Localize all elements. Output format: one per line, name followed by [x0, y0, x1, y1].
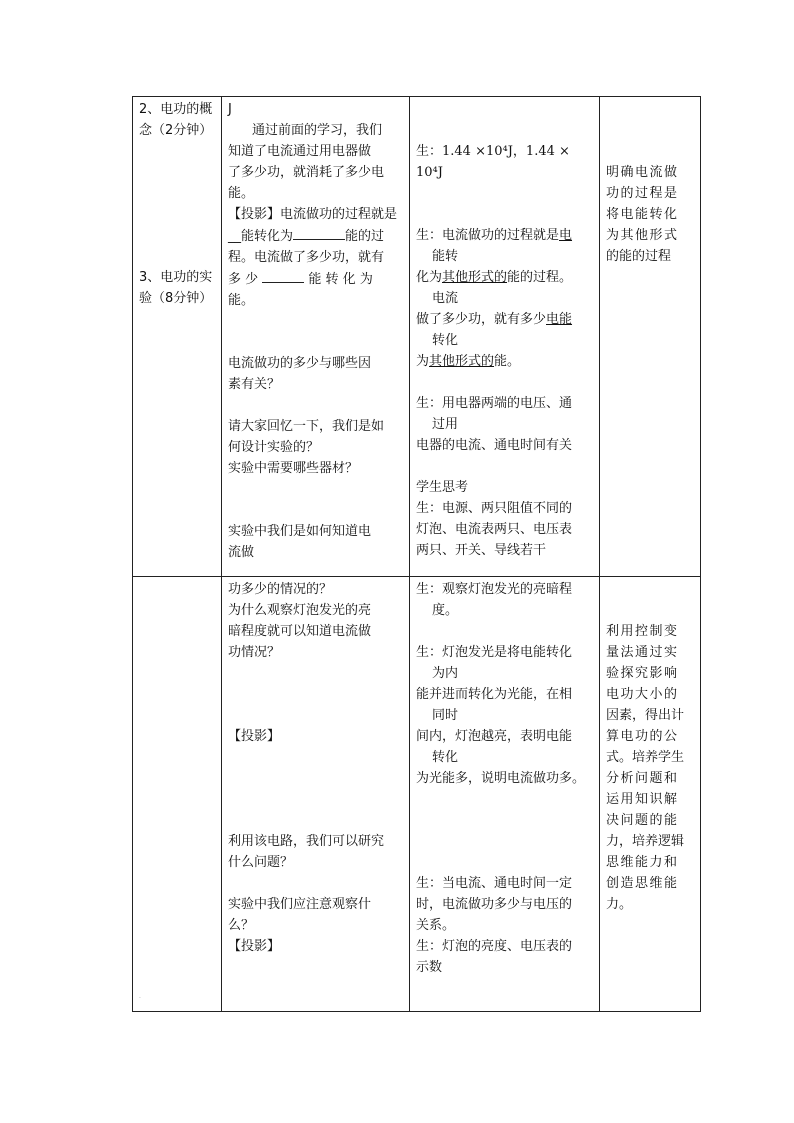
question-line: 实验中我们应注意观察什 [228, 897, 372, 912]
question-line: 实验中我们是如何知道电 [228, 524, 372, 539]
goal-line: 式。培养学生 [606, 750, 685, 765]
question-line: 实验中需要哪些器材？ [228, 461, 359, 476]
answer-line: 电器的电流、通电时间有关 [416, 438, 573, 453]
goal-line: 利用控制变 [606, 624, 679, 639]
design-intent-cell [600, 577, 701, 1012]
answer-line: 度。 [432, 603, 459, 618]
goal-line: 力。 [606, 897, 633, 912]
teacher-activity-cell [222, 97, 410, 577]
answer-line: 生：灯泡发光是将电能转化 [416, 645, 573, 660]
goal-line: 明确电流做 [606, 165, 679, 180]
question-line: 利用该电路，我们可以研究 [228, 834, 385, 849]
answer-line: 能转 [432, 249, 459, 264]
answer-line: 学生思考 [416, 480, 469, 495]
projection-prompt: 【投影】电流做功的过程就是 [228, 207, 398, 222]
goal-line: 验探究影响 [606, 666, 679, 681]
answer-line: 为光能多，说明电流做功多。 [416, 771, 586, 786]
answer-line: 生：电源、两只阻值不同的 [416, 501, 573, 516]
stage-electric-work-concept: 2、电功的概念（2分钟） [139, 102, 213, 138]
answer-line: 关系。 [416, 918, 456, 933]
student-activity-cell [410, 577, 600, 1012]
goal-line: 创造思维能 [606, 876, 679, 891]
lesson-plan-table [132, 96, 701, 1012]
calc-answer: 10⁴J [416, 165, 443, 180]
marker-dot: · [139, 995, 141, 1002]
intro-line: 了多少功，就消耗了多少电 [228, 165, 385, 180]
goal-line: 分析问题和 [606, 771, 679, 786]
fill-blank-line: 多 少 能 转 化 为 [228, 268, 404, 290]
question-line: 何设计实验的？ [228, 440, 320, 455]
stage-electric-work-experiment: 3、电功的实验（8分钟） [139, 270, 213, 306]
stage-cell [133, 577, 222, 1012]
question-line: 素有关？ [228, 377, 281, 392]
answer-line: 生：灯泡的亮度、电压表的 [416, 939, 573, 954]
question-line: 功情况？ [228, 645, 281, 660]
answer-line: 化为其他形式的能的过程。 [416, 270, 573, 285]
answer-line: 两只、开关、导线若干 [416, 543, 547, 558]
goal-line: 运用知识解 [606, 792, 679, 807]
fill-blank-line: __能转化为 能的过 [228, 225, 404, 247]
question-line: 请大家回忆一下，我们是如 [228, 419, 385, 434]
unit-text: J [228, 102, 232, 117]
question-line: 什么问题？ [228, 855, 294, 870]
intro-line: 知道了电流通过用电器做 [228, 144, 372, 159]
answer-line: 间内，灯泡越亮，表明电能 [416, 729, 573, 744]
goal-line: 为其他形式 [606, 228, 679, 243]
projection-prompt: 【投影】 [228, 939, 281, 954]
design-intent-cell [600, 97, 701, 577]
answer-line: 时，电流做功多少与电压的 [416, 897, 573, 912]
goal-line: 量法通过实 [606, 645, 679, 660]
intro-line: 能。 [228, 186, 255, 201]
goal-line: 电功大小的 [606, 687, 679, 702]
goal-line: 算电功的公 [606, 729, 679, 744]
question-line: 功多少的情况的？ [228, 582, 333, 597]
answer-line: 生：电流做功的过程就是电 [416, 228, 573, 243]
goal-line: 力，培养逻辑 [606, 834, 685, 849]
goal-line: 思维能力和 [606, 855, 679, 870]
stage-cell [133, 97, 222, 577]
question-line: 流做 [228, 545, 255, 560]
answer-line: 同时 [432, 708, 459, 723]
student-activity-cell [410, 97, 600, 577]
answer-line: 生：当电流、通电时间一定 [416, 876, 573, 891]
question-line: 暗程度就可以知道电流做 [228, 624, 372, 639]
answer-line: 电流 [432, 291, 459, 306]
answer-line: 能并进而转化为光能，在相 [416, 687, 573, 702]
goal-line: 因素，得出计 [606, 708, 685, 723]
goal-line: 决问题的能 [606, 813, 679, 828]
projection-prompt: 【投影】 [228, 729, 281, 744]
intro-line: 通过前面的学习，我们 [252, 123, 383, 138]
answer-line: 生：用电器两端的电压、通 [416, 396, 573, 411]
question-line: 为什么观察灯泡发光的亮 [228, 603, 372, 618]
answer-line: 为内 [432, 666, 459, 681]
fill-blank-line: 程。电流做了多少功，就有 [228, 250, 385, 265]
calc-answer: 生：1.44 ×10⁴J，1.44 × [416, 144, 570, 159]
question-line: 电流做功的多少与哪些因 [228, 356, 372, 371]
answer-line: 转化 [432, 750, 459, 765]
goal-line: 的能的过程 [606, 249, 672, 264]
table-row [133, 577, 701, 1012]
fill-blank-line: 能。 [228, 293, 255, 308]
table-row [133, 97, 701, 577]
question-line: 么？ [228, 918, 255, 933]
answer-line: 做了多少功，就有多少电能 [416, 312, 573, 327]
teacher-activity-cell [222, 577, 410, 1012]
answer-line: 灯泡、电流表两只、电压表 [416, 522, 573, 537]
goal-line: 功的过程是 [606, 186, 679, 201]
answer-line: 示数 [416, 960, 443, 975]
answer-line: 过用 [432, 417, 459, 432]
goal-line: 将电能转化 [606, 207, 679, 222]
answer-line: 转化 [432, 333, 459, 348]
answer-line: 生：观察灯泡发光的亮暗程 [416, 582, 573, 597]
answer-line: 为其他形式的能。 [416, 354, 521, 369]
